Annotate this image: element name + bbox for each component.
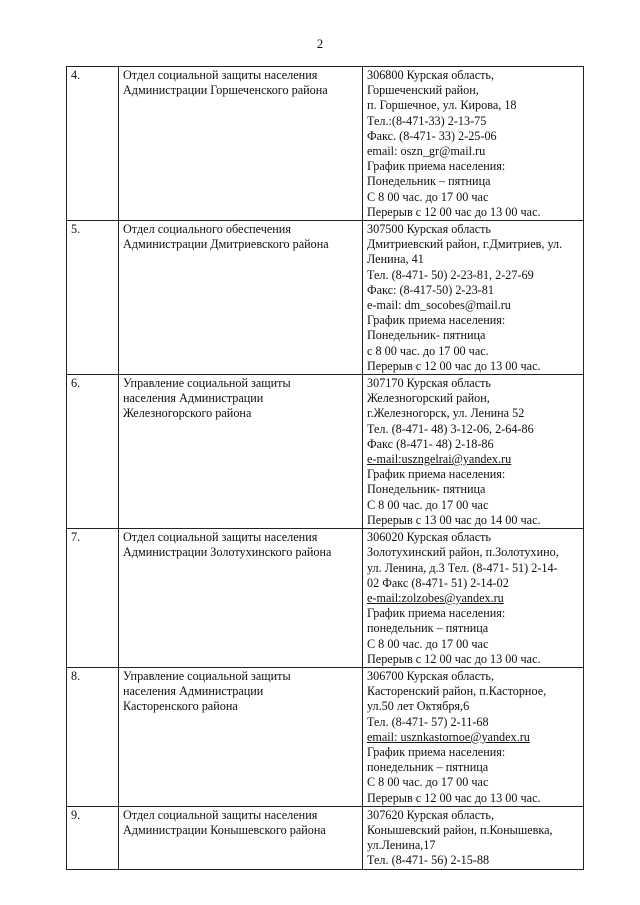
contact-info-line: 02 Факс (8-471- 51) 2-14-02 [367,575,509,590]
contact-info-line: 307620 Курская область, [367,807,495,822]
organization-name-line: Отдел социального обеспечения [123,222,291,237]
contact-info-line: ул.Ленина,17 [367,838,436,853]
organization-name-line: Отдел социальной защиты населения [123,530,318,545]
page-number: 2 [316,36,324,51]
contact-info-line: Ленина, 41 [367,252,424,267]
contact-info-line: Перерыв с 13 00 час до 14 00 час. [367,512,541,527]
contact-info-line: Факс. (8-471- 33) 2-25-06 [367,128,497,143]
contact-info-line: График приема населения: [367,744,506,759]
contact-info-line: График приема населения: [367,467,506,482]
contact-info-line: Горшеченский район, [367,83,479,98]
organization-cell [119,67,363,221]
contact-info-line: С 8 00 час. до 17 00 час [367,636,489,651]
table-row [67,806,584,869]
contact-info-line: п. Горшечное, ул. Кирова, 18 [367,98,517,113]
organization-cell [119,375,363,529]
contact-info-line: Касторенский район, п.Касторное, [367,684,547,699]
contact-info-cell [363,667,584,806]
contact-info-line: Конышевский район, п.Конышевка, [367,822,553,837]
contact-info-cell [363,529,584,668]
contact-info-line: ул. Ленина, д.3 Тел. (8-471- 51) 2-14- [367,560,558,575]
contact-info-line: 307500 Курская область [367,222,491,237]
organization-name-line: Отдел социальной защиты населения [123,68,318,82]
contact-info-line: понедельник – пятница [367,760,489,775]
table-row [67,529,584,668]
organization-name-line: Администрации Конышевского района [123,822,326,837]
contact-info-line: 306020 Курская область [367,530,491,545]
organization-cell [119,529,363,668]
contact-info-line: Перерыв с 12 00 час до 13 00 час. [367,204,541,219]
organization-name-line: Администрации Золотухинского района [123,545,332,560]
contact-info-cell [363,221,584,375]
contact-info-line: с 8 00 час. до 17 00 час. [367,343,489,358]
contacts-table [66,66,584,870]
contact-info-line: Факс: (8-417-50) 2-23-81 [367,282,494,297]
contact-info-line: Тел. (8-471- 50) 2-23-81, 2-27-69 [367,267,534,282]
contact-info-line: С 8 00 час. до 17 00 час [367,497,489,512]
organization-name-line: Железногорского района [123,406,252,421]
contact-info-line: Понедельник- пятница [367,482,486,497]
contact-info-line: ул.50 лет Октября,6 [367,699,470,714]
organization-cell [119,806,363,869]
contact-info-line: Тел. (8-471- 48) 3-12-06, 2-64-86 [367,421,534,436]
table-row [67,667,584,806]
contact-info-line: Тел.:(8-471-33) 2-13-75 [367,113,487,128]
contact-info-line: 307170 Курская область [367,376,491,391]
contact-info-cell [363,375,584,529]
contact-info-line: г.Железногорск, ул. Ленина 52 [367,406,525,421]
organization-name-line: Управление социальной защиты [123,376,291,391]
contact-info-cell [363,806,584,869]
email-line[interactable]: e-mail:uszngelrai@yandex.ru [367,452,512,467]
organization-name-line: Отдел социальной защиты населения [123,807,318,822]
row-number: 7. [67,529,119,668]
contact-info-line: Перерыв с 12 00 час до 13 00 час. [367,651,541,666]
contact-info-line: понедельник – пятница [367,621,489,636]
contact-info-line: С 8 00 час. до 17 00 час [367,775,489,790]
organization-cell [119,667,363,806]
organization-name-line: населения Администрации [123,684,264,699]
row-number: 8. [67,667,119,806]
row-number: 5. [67,221,119,375]
contact-info-line: График приема населения: [367,606,506,621]
contact-info-line: Тел. (8-471- 56) 2-15-88 [367,853,490,868]
email-line[interactable]: e-mail:zolzobes@yandex.ru [367,590,504,605]
contact-info-line: График приема населения: [367,159,506,174]
contact-info-line: Перерыв с 12 00 час до 13 00 час. [367,790,541,805]
contact-info-line: 306800 Курская область, [367,68,495,82]
email-line[interactable]: e-mail: dm_socobes@mail.ru [367,298,511,313]
organization-cell [119,221,363,375]
table-row [67,375,584,529]
contact-info-line: Понедельник – пятница [367,174,491,189]
organization-name-line: Администрации Дмитриевского района [123,237,329,252]
email-line[interactable]: email: usznkastornoe@yandex.ru [367,729,530,744]
organization-name-line: Управление социальной защиты [123,668,291,683]
contact-info-line: Железногорский район, [367,391,490,406]
table-row [67,221,584,375]
contact-info-line: Дмитриевский район, г.Дмитриев, ул. [367,237,563,252]
contact-info-line: С 8 00 час. до 17 00 час [367,189,489,204]
contact-info-line: Золотухинский район, п.Золотухино, [367,545,559,560]
row-number: 9. [67,806,119,869]
contact-info-line: Перерыв с 12 00 час до 13 00 час. [367,358,541,373]
organization-name-line: населения Администрации [123,391,264,406]
table-row [67,67,584,221]
contact-info-line: Тел. (8-471- 57) 2-11-68 [367,714,489,729]
organization-name-line: Администрации Горшеченского района [123,83,328,98]
contact-info-line: Факс (8-471- 48) 2-18-86 [367,436,494,451]
email-line[interactable]: email: oszn_gr@mail.ru [367,144,486,159]
row-number: 4. [67,67,119,221]
contact-info-cell [363,67,584,221]
organization-name-line: Касторенского района [123,699,238,714]
contact-info-line: Понедельник- пятница [367,328,486,343]
row-number: 6. [67,375,119,529]
contact-info-line: 306700 Курская область, [367,668,495,683]
contact-info-line: График приема населения: [367,313,506,328]
